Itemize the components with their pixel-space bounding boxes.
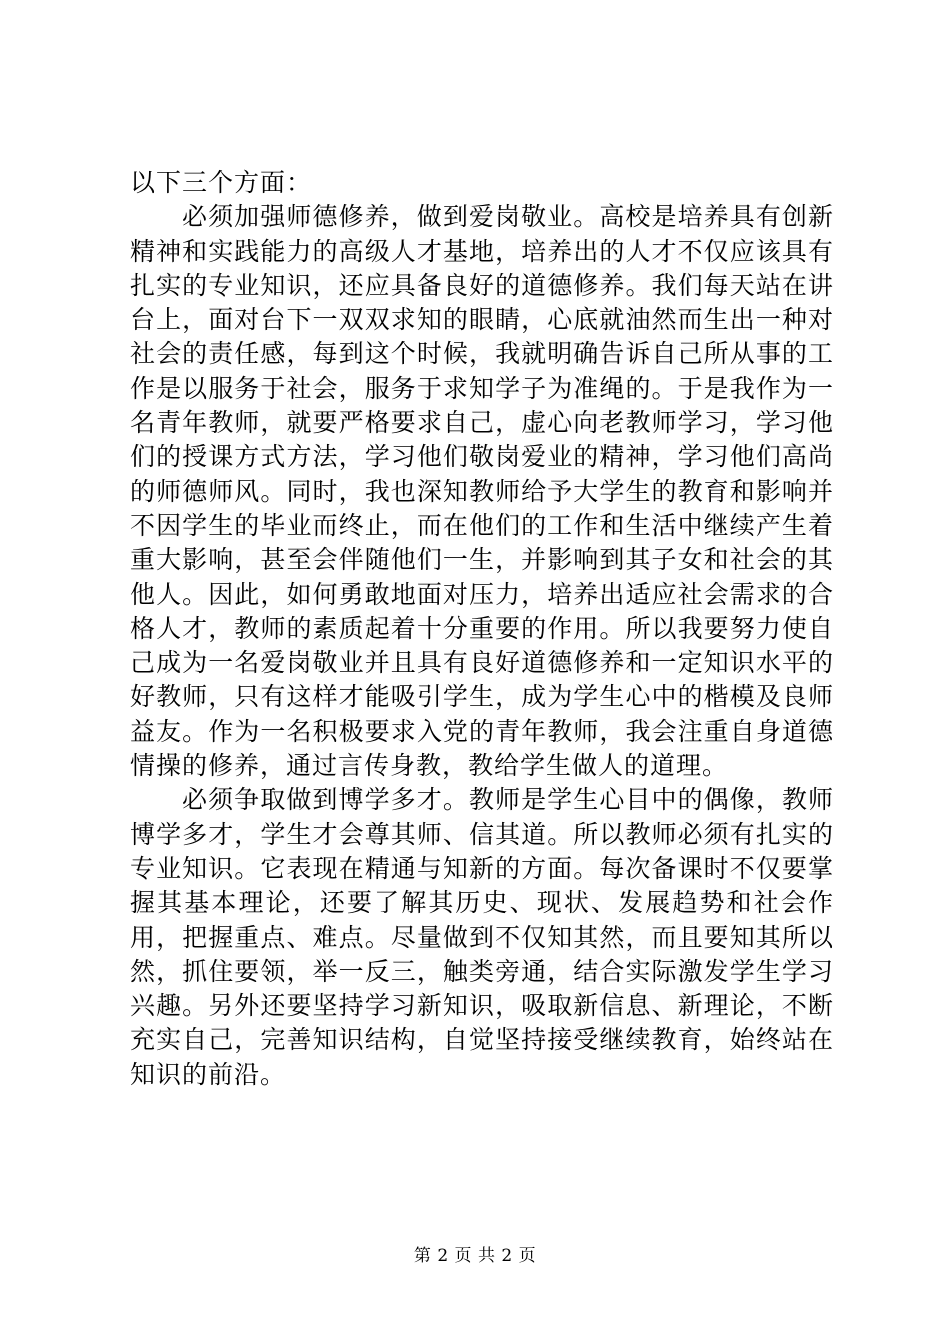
paragraph-continuation: 以下三个方面： [130, 168, 313, 197]
document-body [130, 166, 834, 1092]
page-footer: 第 2 页 共 2 页 [413, 1246, 537, 1266]
paragraph-teacher-ethics: 必须加强师德修养，做到爱岗敬业。高校是培养具有创新精神和实践能力的高级人才基地，培养出的人才不仅应该具有扎实的专业知识，还应具备良好的道德修养。我们每天站在讲台上，面对台下一双双求知的眼睛，心底就油然而生出一种对社会的责任感，每到这个时候，我就明确告诉自己所从事的工作是以服务于社会，服务于求知学子为准绳的。于是我作为一名青年教师，就要严格要求自己，虚心向老教师学习，学习他们的授课方式方法，学习他们敬岗爱业的精神，学习他们高尚的师德师风。同时，我也深知教师给予大学生的教育和影响并不因学生的毕业而终止，而在他们的工作和生活中继续产生着重大影响，甚至会伴随他们一生，并影响到其子女和社会的其他人。因此，如何勇敢地面对压力，培养出适应社会需求的合格人才，教师的素质起着十分重要的作用。所以我要努力使自己成为一名爱岗敬业并且具有良好道德修养和一定知识水平的好教师，只有这样才能吸引学生，成为学生心中的楷模及良师益友。作为一名积极要求入党的青年教师，我会注重自身道德情操的修养，通过言传身教，教给学生做人的道理。 [130, 202, 834, 781]
paragraph-knowledge: 必须争取做到博学多才。教师是学生心目中的偶像，教师博学多才，学生才会尊其师、信其道。所以教师必须有扎实的专业知识。它表现在精通与知新的方面。每次备课时不仅要掌握其基本理论，还要了解其历史、现状、发展趋势和社会作用，把握重点、难点。尽量做到不仅知其然，而且要知其所以然，抓住要领，举一反三，触类旁通，结合实际激发学生学习兴趣。另外还要坚持学习新知识，吸取新信息、新理论，不断充实自己，完善知识结构，自觉坚持接受继续教育，始终站在知识的前沿。 [130, 785, 834, 1089]
